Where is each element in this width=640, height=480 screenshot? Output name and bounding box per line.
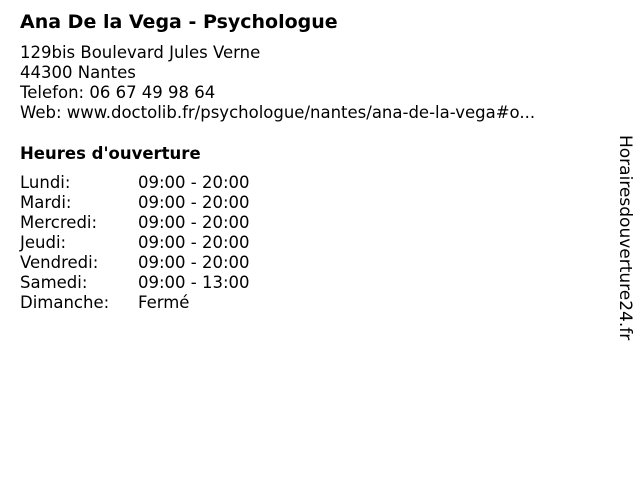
hours-row-friday xyxy=(20,253,250,273)
phone-number: Telefon: 06 67 49 98 64 xyxy=(20,83,216,102)
hours-time: Fermé xyxy=(138,293,190,312)
hours-time: 09:00 - 20:00 xyxy=(138,173,250,192)
business-info xyxy=(20,43,535,123)
opening-hours-heading: Heures d'ouverture xyxy=(20,144,201,163)
hours-row-thursday xyxy=(20,233,250,253)
hours-row-tuesday xyxy=(20,193,250,213)
hours-day: Mardi: xyxy=(20,193,72,212)
hours-time: 09:00 - 20:00 xyxy=(138,213,250,232)
hours-day: Samedi: xyxy=(20,273,88,292)
hours-row-saturday xyxy=(20,273,250,293)
hours-time: 09:00 - 20:00 xyxy=(138,233,250,252)
hours-day: Lundi: xyxy=(20,173,71,192)
hours-day: Vendredi: xyxy=(20,253,99,272)
hours-row-sunday xyxy=(20,293,250,313)
site-watermark: Horairesdouverture24.fr xyxy=(615,135,635,341)
hours-day: Dimanche: xyxy=(20,293,110,312)
hours-day: Mercredi: xyxy=(20,213,98,232)
opening-hours-table xyxy=(20,173,250,313)
hours-row-wednesday xyxy=(20,213,250,233)
hours-time: 09:00 - 13:00 xyxy=(138,273,250,292)
hours-row-monday xyxy=(20,173,250,193)
hours-time: 09:00 - 20:00 xyxy=(138,193,250,212)
address-city: 44300 Nantes xyxy=(20,63,136,82)
hours-day: Jeudi: xyxy=(20,233,67,252)
address-street: 129bis Boulevard Jules Verne xyxy=(20,43,261,62)
business-name: Ana De la Vega - Psychologue xyxy=(20,11,338,33)
hours-time: 09:00 - 20:00 xyxy=(138,253,250,272)
website-link: Web: www.doctolib.fr/psychologue/nantes/ana-de-la-vega#o... xyxy=(20,103,536,122)
